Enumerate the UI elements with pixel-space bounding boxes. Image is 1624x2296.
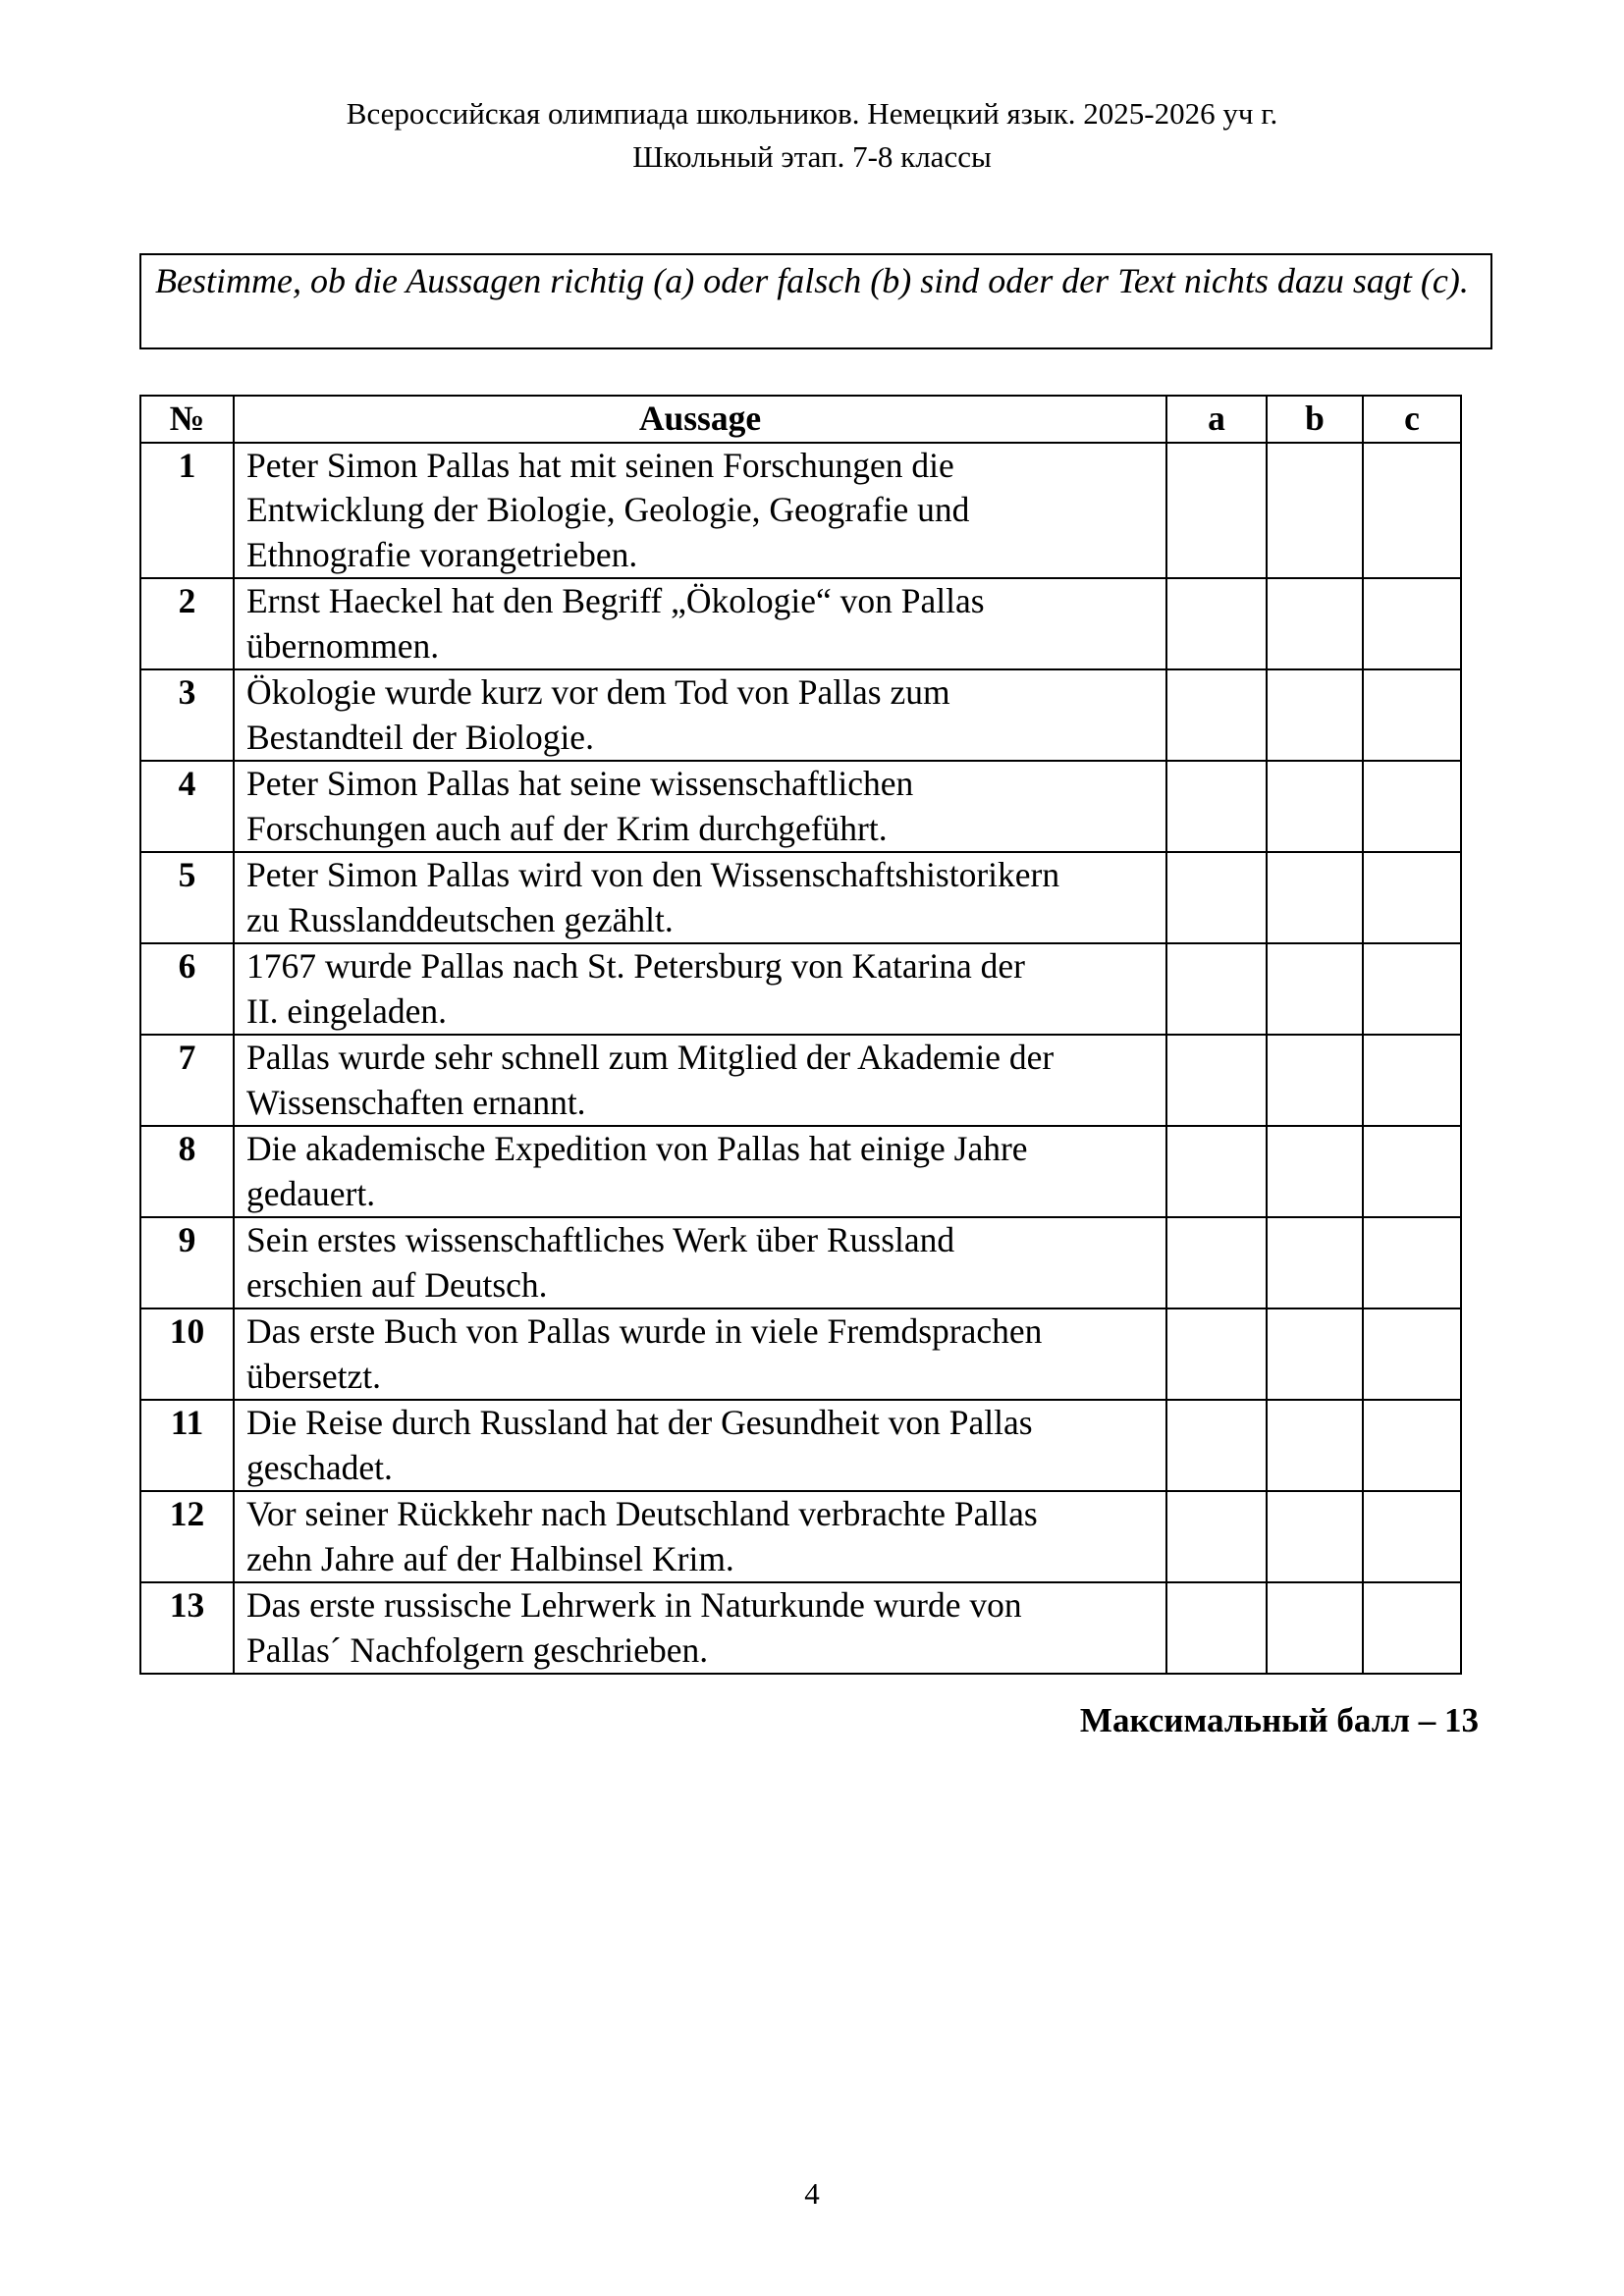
answer-cell-a[interactable] — [1166, 1491, 1267, 1582]
table-row — [140, 1126, 1461, 1217]
row-statement: Ernst Haeckel hat den Begriff „Ökologie“ von Pallas übernommen. — [234, 578, 1166, 669]
row-statement: Peter Simon Pallas hat seine wissenschaftlichen Forschungen auch auf der Krim durchgeführt. — [234, 761, 1166, 852]
answer-cell-b[interactable] — [1267, 1308, 1363, 1400]
answer-cell-b[interactable] — [1267, 943, 1363, 1035]
answer-cell-b[interactable] — [1267, 852, 1363, 943]
row-number: 9 — [140, 1217, 234, 1308]
answer-cell-b[interactable] — [1267, 1126, 1363, 1217]
header-line-1: Всероссийская олимпиада школьников. Немецкий язык. 2025-2026 уч г. — [346, 96, 1278, 131]
answer-cell-a[interactable] — [1166, 1400, 1267, 1491]
row-statement: Die akademische Expedition von Pallas hat einige Jahre gedauert. — [234, 1126, 1166, 1217]
answer-cell-a[interactable] — [1166, 669, 1267, 761]
header-number: № — [140, 396, 234, 443]
row-number: 12 — [140, 1491, 234, 1582]
table-row — [140, 1217, 1461, 1308]
row-statement: Vor seiner Rückkehr nach Deutschland verbrachte Pallas zehn Jahre auf der Halbinsel Krim. — [234, 1491, 1166, 1582]
table-row — [140, 443, 1461, 579]
row-statement: Die Reise durch Russland hat der Gesundheit von Pallas geschadet. — [234, 1400, 1166, 1491]
row-statement: Sein erstes wissenschaftliches Werk über Russland erschien auf Deutsch. — [234, 1217, 1166, 1308]
answer-table — [139, 395, 1462, 1675]
row-number: 13 — [140, 1582, 234, 1674]
table-row — [140, 761, 1461, 852]
answer-cell-a[interactable] — [1166, 443, 1267, 579]
table-row — [140, 1491, 1461, 1582]
row-number: 1 — [140, 443, 234, 579]
row-number: 7 — [140, 1035, 234, 1126]
row-number: 3 — [140, 669, 234, 761]
row-number: 2 — [140, 578, 234, 669]
answer-cell-b[interactable] — [1267, 1217, 1363, 1308]
answer-cell-a[interactable] — [1166, 761, 1267, 852]
row-statement: Das erste russische Lehrwerk in Naturkunde wurde von Pallas´ Nachfolgern geschrieben. — [234, 1582, 1166, 1674]
table-row — [140, 1035, 1461, 1126]
answer-cell-b[interactable] — [1267, 1582, 1363, 1674]
header-statement: Aussage — [234, 396, 1166, 443]
row-number: 10 — [140, 1308, 234, 1400]
answer-cell-b[interactable] — [1267, 761, 1363, 852]
row-number: 8 — [140, 1126, 234, 1217]
row-number: 5 — [140, 852, 234, 943]
row-statement: 1767 wurde Pallas nach St. Petersburg von Katarina der II. eingeladen. — [234, 943, 1166, 1035]
answer-cell-b[interactable] — [1267, 578, 1363, 669]
answer-cell-a[interactable] — [1166, 578, 1267, 669]
row-statement: Pallas wurde sehr schnell zum Mitglied der Akademie der Wissenschaften ernannt. — [234, 1035, 1166, 1126]
page-number: 4 — [804, 2176, 820, 2211]
max-score: Максимальный балл – 13 — [1079, 1701, 1479, 1739]
header-option-b: b — [1267, 396, 1363, 443]
answer-cell-a[interactable] — [1166, 1582, 1267, 1674]
row-statement: Das erste Buch von Pallas wurde in viele Fremdsprachen übersetzt. — [234, 1308, 1166, 1400]
answer-cell-b[interactable] — [1267, 669, 1363, 761]
answer-cell-b[interactable] — [1267, 443, 1363, 579]
table-row — [140, 578, 1461, 669]
answer-cell-a[interactable] — [1166, 1308, 1267, 1400]
instruction-box: Bestimme, ob die Aussagen richtig (a) oder falsch (b) sind oder der Text nichts dazu sagt (c). — [139, 253, 1492, 349]
table-row — [140, 1400, 1461, 1491]
table-row — [140, 852, 1461, 943]
row-number: 6 — [140, 943, 234, 1035]
header-option-c: c — [1363, 396, 1461, 443]
answer-cell-a[interactable] — [1166, 943, 1267, 1035]
answer-cell-c[interactable] — [1363, 1491, 1461, 1582]
header-option-a: a — [1166, 396, 1267, 443]
answer-cell-c[interactable] — [1363, 1400, 1461, 1491]
answer-cell-b[interactable] — [1267, 1491, 1363, 1582]
answer-cell-a[interactable] — [1166, 852, 1267, 943]
row-statement: Peter Simon Pallas hat mit seinen Forschungen die Entwicklung der Biologie, Geologie, Geografie und Ethnografie vorangetrieben. — [234, 443, 1166, 579]
answer-cell-a[interactable] — [1166, 1035, 1267, 1126]
answer-cell-c[interactable] — [1363, 669, 1461, 761]
answer-cell-c[interactable] — [1363, 1035, 1461, 1126]
table-row — [140, 1308, 1461, 1400]
answer-cell-b[interactable] — [1267, 1400, 1363, 1491]
row-number: 11 — [140, 1400, 234, 1491]
answer-cell-a[interactable] — [1166, 1217, 1267, 1308]
table-row — [140, 1582, 1461, 1674]
answer-cell-c[interactable] — [1363, 1308, 1461, 1400]
page-header — [0, 92, 1624, 179]
answer-cell-c[interactable] — [1363, 852, 1461, 943]
table-header-row — [140, 396, 1461, 443]
header-line-2: Школьный этап. 7-8 классы — [632, 139, 992, 174]
answer-cell-c[interactable] — [1363, 1126, 1461, 1217]
answer-cell-c[interactable] — [1363, 443, 1461, 579]
table-row — [140, 943, 1461, 1035]
answer-cell-c[interactable] — [1363, 1217, 1461, 1308]
answer-cell-c[interactable] — [1363, 1582, 1461, 1674]
answer-cell-c[interactable] — [1363, 761, 1461, 852]
answer-cell-c[interactable] — [1363, 943, 1461, 1035]
table-body — [140, 443, 1461, 1675]
answer-cell-b[interactable] — [1267, 1035, 1363, 1126]
row-statement: Peter Simon Pallas wird von den Wissenschaftshistorikern zu Russlanddeutschen gezählt. — [234, 852, 1166, 943]
answer-cell-a[interactable] — [1166, 1126, 1267, 1217]
answer-cell-c[interactable] — [1363, 578, 1461, 669]
table-row — [140, 669, 1461, 761]
row-statement: Ökologie wurde kurz vor dem Tod von Pallas zum Bestandteil der Biologie. — [234, 669, 1166, 761]
row-number: 4 — [140, 761, 234, 852]
